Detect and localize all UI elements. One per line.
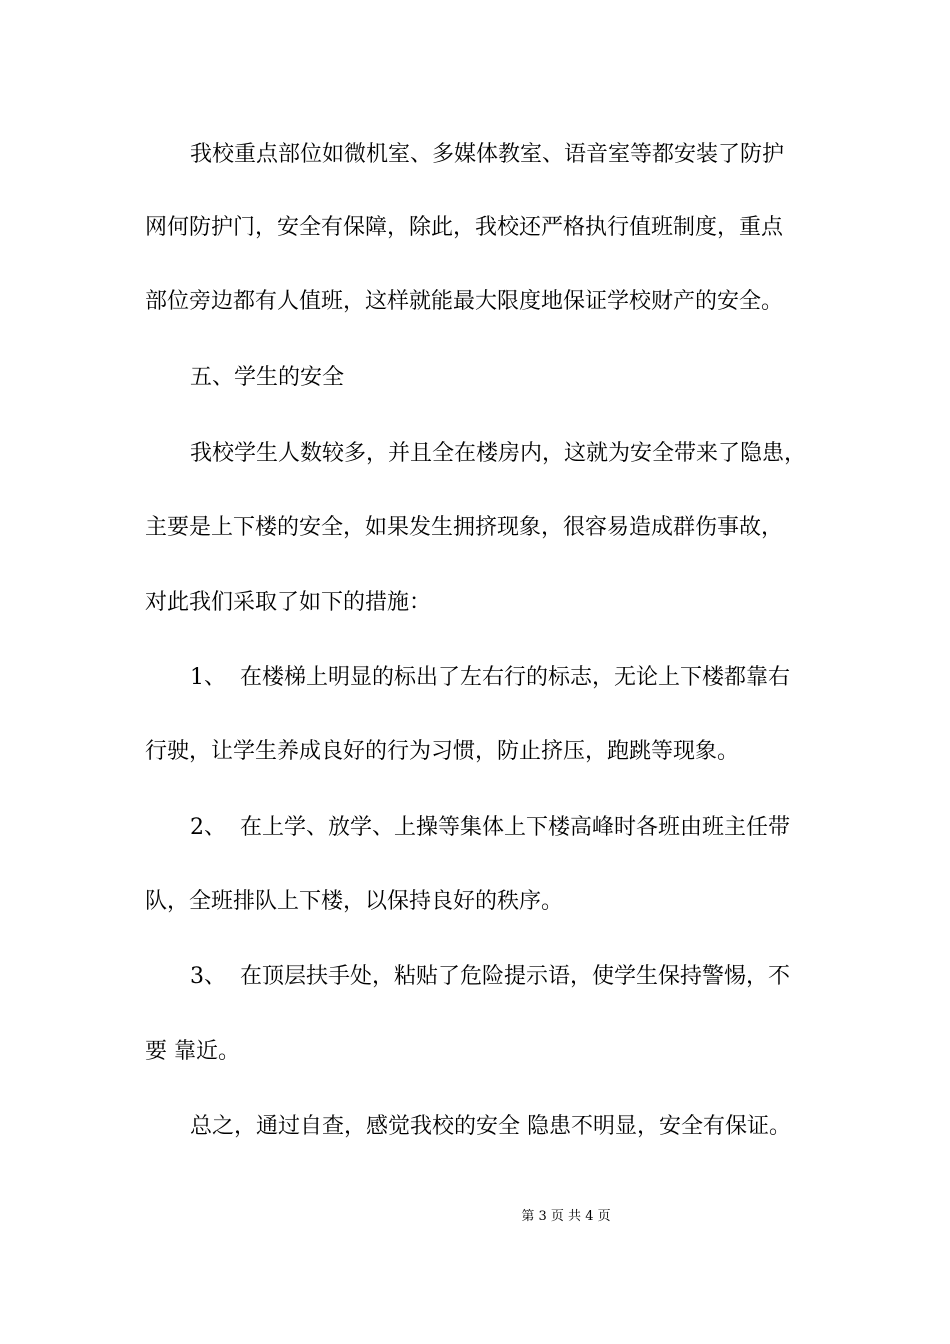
list-item: 3、 在顶层扶手处，粘贴了危险提示语，使学生保持警惕，不 <box>190 964 790 989</box>
list-item-continuation: 行驶，让学生养成良好的行为习惯，防止挤压，跑跳等现象。 <box>145 739 740 764</box>
page-footer: 第 3 页 共 4 页 <box>521 1209 611 1224</box>
list-item-continuation: 队，全班排队上下楼，以保持良好的秩序。 <box>145 889 564 914</box>
paragraph-line: 对此我们采取了如下的措施： <box>145 590 432 615</box>
list-item: 2、 在上学、放学、上操等集体上下楼高峰时各班由班主任带 <box>190 815 790 840</box>
paragraph-line: 主要是上下楼的安全，如果发生拥挤现象，很容易造成群伤事故， <box>145 515 784 540</box>
list-item-continuation: 要 靠近。 <box>145 1039 240 1064</box>
paragraph-line: 我校学生人数较多，并且全在楼房内，这就为安全带来了隐患， <box>190 441 807 466</box>
paragraph-line: 网何防护门，安全有保障，除此，我校还严格执行值班制度，重点 <box>145 215 784 240</box>
paragraph-line: 我校重点部位如微机室、多媒体教室、语音室等都安装了防护 <box>190 142 785 167</box>
list-item: 1、 在楼梯上明显的标出了左右行的标志，无论上下楼都靠右 <box>190 665 790 690</box>
paragraph-line: 总之，通过自查，感觉我校的安全 隐患不明显，安全有保证。 <box>190 1114 791 1139</box>
paragraph-line: 部位旁边都有人值班，这样就能最大限度地保证学校财产的安全。 <box>145 289 784 314</box>
section-heading: 五、学生的安全 <box>190 365 345 390</box>
